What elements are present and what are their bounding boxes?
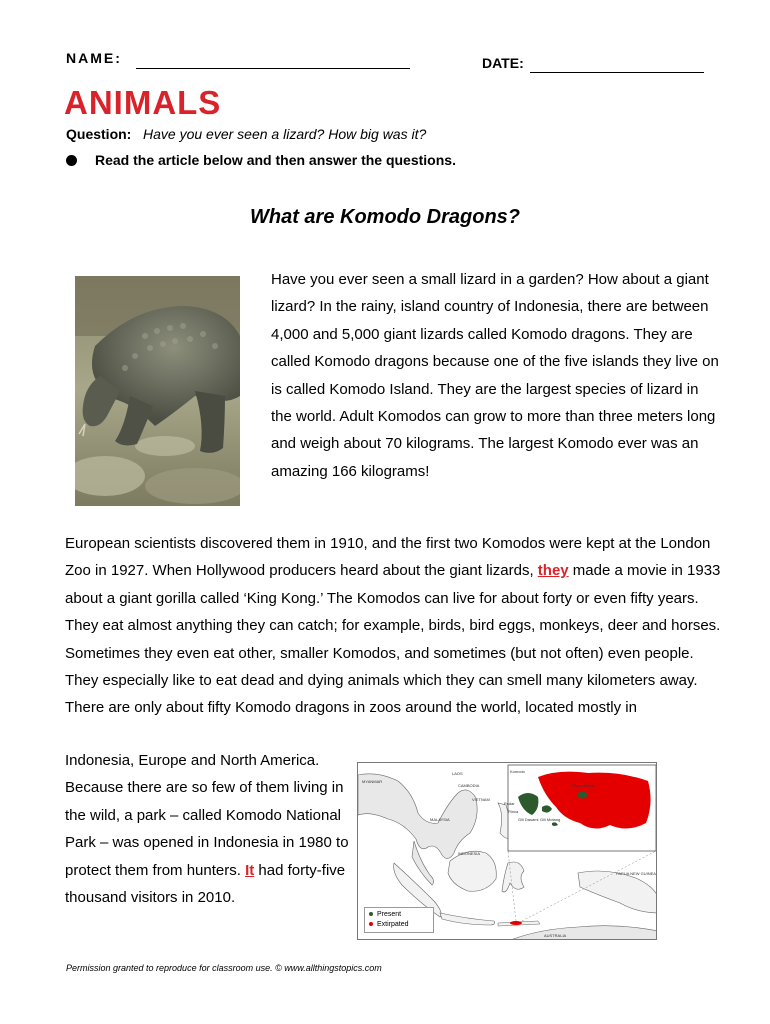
para2-part-b: made a movie in 1933 about a giant gorilla called ‘King Kong.’ The Komodos can live for about forty or even fifty years. They eat almost anything they can catch; for example, birds, bird eggs, monkeys, deer and horses. Sometimes they even eat other, smaller Komodos, and sometimes (but not often) even people. They especially like to eat dead and dying animals which they can smell many kilometers away. There are only about fifty Komodo dragons in zoos around the world, located mostly in bbox=[65, 562, 721, 717]
map-label-komodo: Komodo bbox=[510, 769, 525, 774]
article-paragraph-3 bbox=[65, 747, 355, 911]
article-paragraph-2 bbox=[65, 530, 725, 722]
para2-part-a: European scientists discovered them in 1910, and the first two Komodos were kept at the London Zoo in 1927. When Hollywood producers heard about the giant lizards, bbox=[65, 535, 711, 580]
para3-part-b: had forty-five thousand visitors in 2010. bbox=[65, 861, 346, 907]
map-label-cambodia: CAMBODIA bbox=[458, 783, 480, 788]
warmup-question bbox=[66, 126, 426, 142]
date-label: DATE: bbox=[482, 55, 524, 71]
question-text: Have you ever seen a lizard? How big was it? bbox=[143, 126, 427, 142]
map-label-indonesia: INDONESIA bbox=[458, 851, 481, 856]
date-line[interactable] bbox=[530, 72, 704, 73]
extirpated-dot-icon bbox=[369, 922, 373, 926]
name-label: NAME: bbox=[66, 50, 122, 66]
map-label-vietnam: VIETNAM bbox=[472, 797, 490, 802]
present-dot-icon bbox=[369, 912, 373, 916]
map-label-australia: AUSTRALIA bbox=[544, 933, 567, 938]
bullet-icon bbox=[66, 155, 77, 166]
article-title: What are Komodo Dragons? bbox=[249, 206, 520, 228]
legend-present: Present bbox=[377, 911, 402, 918]
legend-extirpated: Extirpated bbox=[377, 921, 409, 928]
worksheet-brand: ANIMALS bbox=[64, 84, 222, 121]
map-label-rinca: Rinca bbox=[508, 809, 519, 814]
map-label-myanmar: MYANMAR bbox=[362, 779, 383, 784]
map-label-papua: PAPUA NEW GUINEA bbox=[616, 871, 656, 876]
article-paragraph-1: Have you ever seen a small lizard in a garden? How about a giant lizard? In the rainy, island country of Indonesia, there are between 4,000 and 5,000 giant lizards called Komodo dragons. They are called Komodo dragons because one of the five islands they live on is called Komodo Island. They are the largest species of lizard in the world. Adult Komodos can grow to more than three meters long and weigh about 70 kilograms. The largest Komodo ever was an amazing 166 kilograms! bbox=[271, 271, 719, 480]
instruction bbox=[66, 152, 456, 168]
map-label-laos: LAOS bbox=[452, 771, 463, 776]
map-label-flores: Flores South bbox=[572, 783, 595, 788]
name-line[interactable] bbox=[136, 68, 410, 69]
map-legend bbox=[364, 907, 434, 933]
highlight-it: It bbox=[245, 861, 255, 879]
instruction-text: Read the article below and then answer the questions. bbox=[95, 152, 456, 168]
map-label-padar: Padar bbox=[504, 801, 515, 806]
komodo-range-map bbox=[357, 762, 657, 940]
map-label-malaysia: MALAYSIA bbox=[430, 817, 450, 822]
map-label-gili-motang: Gili Motang bbox=[540, 817, 561, 822]
komodo-dragon-photo bbox=[75, 276, 240, 506]
highlight-they: they bbox=[537, 562, 569, 580]
map-label-gili-dasami: Gili Dasami bbox=[518, 817, 539, 822]
footer-permission: Permission granted to reproduce for classroom use. © www.allthingstopics.com bbox=[66, 963, 382, 973]
question-label: Question: bbox=[66, 126, 132, 142]
para3-part-a: Indonesia, Europe and North America. Because there are so few of them living in the wild, a park – called Komodo National Park – was opened in Indonesia in 1980 to protect them from hunters. bbox=[65, 752, 349, 879]
